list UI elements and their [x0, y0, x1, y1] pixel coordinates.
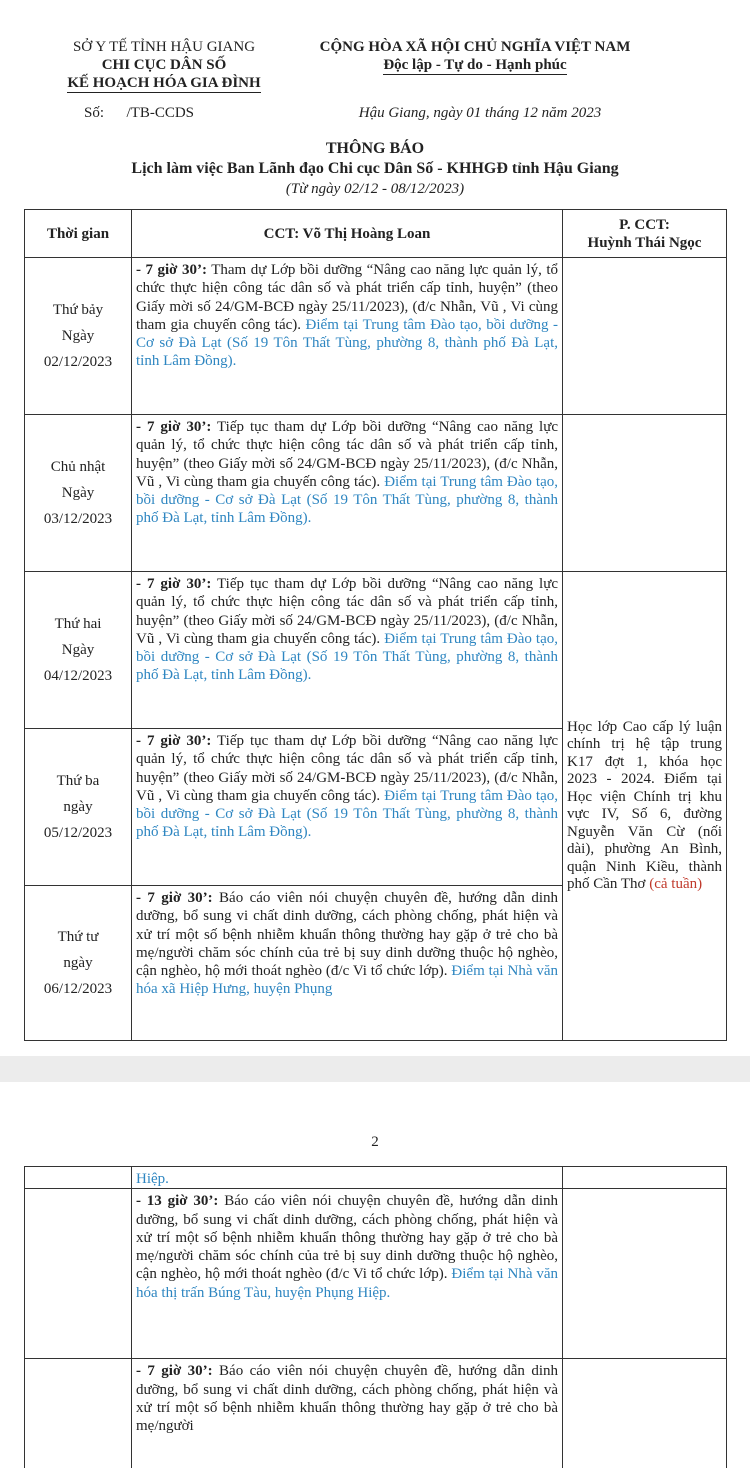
time-cell [25, 886, 132, 1041]
day-name: Chủ nhật [50, 459, 106, 475]
time-label: - 13 giờ 30’: [136, 1193, 219, 1210]
table-row [25, 258, 727, 415]
activity-text: Tiếp tục tham dự Lớp bồi dưỡng “Nâng cao năng lực quản lý, tổ chức thực hiện công tác dân số và phát triển cấp tỉnh, huyện” (theo Giấy mời số 24/GM-BCĐ ngày 25/11/2023), [136, 733, 558, 786]
org-line-3: KẾ HOẠCH HÓA GIA ĐÌNH [67, 75, 261, 91]
time-label: - 7 giờ 30’: [136, 419, 212, 435]
location-text: Điểm tại Nhà văn hóa thị trấn Búng Tàu, huyện Phụng Hiệp. [136, 1266, 559, 1301]
time-label: - 7 giờ 30’: [136, 733, 212, 749]
participants-text: (đ/c Nhẫn, Vũ , Vi cùng tham gia chuyến công tác). [136, 455, 558, 490]
pcct-note-cell [563, 572, 727, 1041]
day-label: ngày [63, 799, 93, 815]
day-date: 05/12/2023 [43, 825, 113, 841]
activity-text: Tham dự Lớp bồi dưỡng “Nâng cao năng lực quản lý, tổ chức thực hiện công tác dân số và phát triển cấp tỉnh, huyện” (theo Giấy mời số 24/GM-BCĐ ngày 25/11/2023), [136, 262, 558, 315]
location-text: Hiệp. [136, 1171, 169, 1187]
location-text: Điểm tại Trung tâm Đào tạo, bồi dưỡng - Cơ sở Đà Lạt (Số 19 Tôn Thất Tùng, phường 8, thành phố Đà Lạt, tỉnh Lâm Đồng). [136, 787, 558, 841]
day-name: Thứ tư [57, 929, 99, 945]
table-header-row [25, 210, 727, 258]
table-row [25, 572, 727, 729]
day-date: 03/12/2023 [43, 511, 113, 527]
cct-cell [132, 415, 563, 572]
day-label: Ngày [61, 485, 95, 501]
place-date: Hậu Giang, ngày 01 tháng 12 năm 2023 [358, 105, 602, 121]
header-pcct [563, 210, 727, 258]
participants-text: (đ/c Vi tổ chức lớp). [322, 1266, 448, 1283]
time-cell [25, 258, 132, 415]
time-cell [25, 572, 132, 729]
org-block [48, 38, 280, 93]
nation-block [292, 38, 658, 75]
header-pcct-line2: Huỳnh Thái Ngọc [587, 234, 702, 251]
page-number: 2 [371, 1134, 379, 1150]
doc-subtitle: Lịch làm việc Ban Lãnh đạo Chi cục Dân Số - KHHGĐ tỉnh Hậu Giang [131, 160, 619, 177]
table-row [25, 415, 727, 572]
table-row [25, 1167, 727, 1189]
header-cct: CCT: Võ Thị Hoàng Loan [132, 210, 563, 258]
activity-text: Tiếp tục tham dự Lớp bồi dưỡng “Nâng cao năng lực quản lý, tổ chức thực hiện công tác dân số và phát triển cấp tỉnh, huyện” (theo Giấy mời số 24/GM-BCĐ ngày 25/11/2023), [136, 576, 558, 629]
day-date: 06/12/2023 [43, 981, 113, 997]
time-cell [25, 415, 132, 572]
time-cell [25, 1359, 132, 1468]
activity-text: Báo cáo viên nói chuyện chuyên đề, hướng dẫn dinh dưỡng, bổ sung vi chất dinh dưỡng, cách phòng chống, phát hiện và xử trí một số bệnh nhiễm khuẩn thông thường hay gặp ở trẻ cho bà mẹ/người chăm sóc chính của trẻ bị suy dinh dưỡng thuộc hộ nghèo, cận nghèo, hộ mới thoát nghèo [136, 890, 558, 980]
schedule-table-continued [24, 1166, 727, 1468]
participants-text: (đ/c Nhẫn, Vũ , Vi cùng tham gia chuyến công tác). [136, 612, 558, 647]
participants-text: (đ/c Nhẫn, Vũ , Vi cùng tham gia chuyến công tác). [136, 769, 558, 804]
org-line-1: SỞ Y TẾ TỈNH HẬU GIANG [72, 39, 256, 55]
document-page-2 [0, 1082, 750, 1468]
cct-cell [132, 1189, 563, 1359]
time-label: - 7 giờ 30’: [136, 262, 207, 278]
nation-line-2: Độc lập - Tự do - Hạnh phúc [383, 57, 567, 73]
time-label: - 7 giờ 30’: [136, 1363, 213, 1380]
day-date: 02/12/2023 [43, 354, 113, 370]
location-text: Điểm tại Nhà văn hóa xã Hiệp Hưng, huyện Phụng [136, 963, 559, 998]
pcct-cell [563, 1167, 727, 1189]
time-label: - 7 giờ 30’: [136, 890, 213, 906]
nation-line-1: CỘNG HÒA XÃ HỘI CHỦ NGHĨA VIỆT NAM [319, 39, 631, 55]
cct-cell [132, 572, 563, 729]
cct-cell [132, 1359, 563, 1468]
activity-text: Tiếp tục tham dự Lớp bồi dưỡng “Nâng cao năng lực quản lý, tổ chức thực hiện công tác dân số và phát triển cấp tỉnh, huyện” (theo Giấy mời số 24/GM-BCĐ ngày 25/11/2023), [136, 419, 558, 472]
activity-text: Báo cáo viên nói chuyện chuyên đề, hướng dẫn dinh dưỡng, bổ sung vi chất dinh dưỡng, cách phòng chống, phát hiện và xử trí một số bệnh nhiễm khuẩn thông thường hay gặp ở trẻ cho bà mẹ/người chăm sóc chính của trẻ bị suy dinh dưỡng thuộc hộ nghèo, cận nghèo, hộ mới thoát nghèo [136, 1193, 558, 1283]
pcct-cell [563, 1189, 727, 1359]
table-row [25, 1359, 727, 1468]
pcct-note-text: Học lớp Cao cấp lý luận chính trị hệ tập trung K17 đợt 1, khóa học 2023 - 2024. Điểm tại Học viện Chính trị khu vực IV, Số 6, đường Nguyễn Văn Cừ (nối dài), phường An Bình, quận Ninh Kiều, thành phố Cần Thơ [567, 718, 722, 892]
date-range: (Từ ngày 02/12 - 08/12/2023) [285, 181, 465, 197]
doc-title: THÔNG BÁO [325, 140, 425, 157]
participants-text: (đ/c Vi tổ chức lớp). [322, 963, 448, 980]
location-text: Điểm tại Trung tâm Đào tạo, bồi dưỡng - Cơ sở Đà Lạt (Số 19 Tôn Thất Tùng, phường 8, thành phố Đà Lạt, tỉnh Lâm Đồng). [136, 630, 558, 684]
day-name: Thứ bảy [52, 302, 104, 318]
pcct-note-duration: (cả tuần) [649, 876, 703, 892]
header-time: Thời gian [25, 210, 132, 258]
cct-cell [132, 1167, 563, 1189]
day-label: ngày [63, 955, 93, 971]
time-label: - 7 giờ 30’: [136, 576, 212, 592]
table-row [25, 1189, 727, 1359]
cct-cell [132, 258, 563, 415]
schedule-table [24, 209, 727, 1041]
participants-text: (đ/c Nhẫn, Vũ , Vi cùng tham gia chuyến công tác). [136, 298, 558, 333]
time-cell [25, 729, 132, 886]
day-label: Ngày [61, 642, 95, 658]
pcct-cell [563, 258, 727, 415]
day-date: 04/12/2023 [43, 668, 113, 684]
cct-cell [132, 729, 563, 886]
activity-text: Báo cáo viên nói chuyện chuyên đề, hướng dẫn dinh dưỡng, bổ sung vi chất dinh dưỡng, cách phòng chống, phát hiện và xử trí một số bệnh nhiễm khuẩn thông thường hay gặp ở trẻ cho bà mẹ/người [136, 1363, 558, 1435]
day-name: Thứ hai [54, 616, 102, 632]
day-label: Ngày [61, 328, 95, 344]
location-text: Điểm tại Trung tâm Đào tạo, bồi dưỡng - Cơ sở Đà Lạt (Số 19 Tôn Thất Tùng, phường 8, thành phố Đà Lạt, tỉnh Lâm Đồng). [136, 316, 558, 370]
cct-cell [132, 886, 563, 1041]
day-name: Thứ ba [56, 773, 100, 789]
doc-number: Số: /TB-CCDS [84, 105, 195, 121]
pcct-cell [563, 415, 727, 572]
pcct-cell [563, 1359, 727, 1468]
org-line-2: CHI CỤC DÂN SỐ [101, 57, 227, 73]
location-text: Điểm tại Trung tâm Đào tạo, bồi dưỡng - Cơ sở Đà Lạt (Số 19 Tôn Thất Tùng, phường 8, thành phố Đà Lạt, tỉnh Lâm Đồng). [136, 473, 558, 527]
header-pcct-line1: P. CCT: [619, 216, 670, 233]
time-cell [25, 1189, 132, 1359]
time-cell [25, 1167, 132, 1189]
